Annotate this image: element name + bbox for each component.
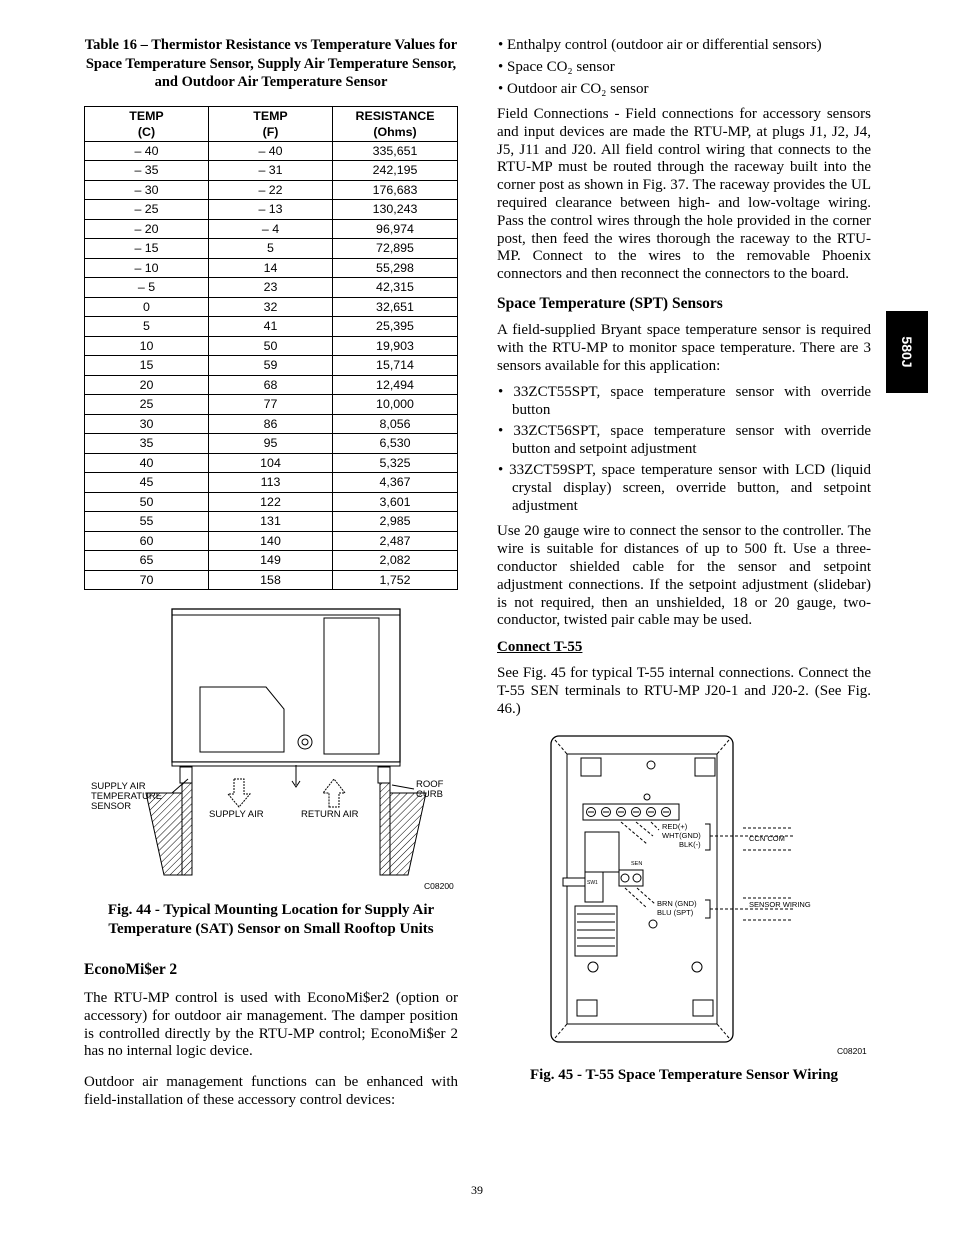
cell-temp-f: 32 [209,297,333,317]
table-row [85,473,458,493]
table-row [85,395,458,415]
label-curb: CURB [416,789,443,800]
table-row [85,531,458,551]
table-row [85,512,458,532]
table-row [85,258,458,278]
cell-temp-f: 140 [209,531,333,551]
cell-temp-c: 15 [85,356,209,376]
table-row [85,434,458,454]
cell-temp-c: 70 [85,570,209,590]
page-number: 39 [471,1183,483,1197]
label-sat-2: TEMPERATURE [91,791,163,802]
cell-temp-f: 77 [209,395,333,415]
cell-temp-f: 14 [209,258,333,278]
fig44-diagram [84,607,458,897]
label-return-air: RETURN AIR [301,809,359,820]
label-blu: BLU (SPT) [657,907,694,917]
cell-resistance: 42,315 [333,278,458,298]
spt-bullet-2: • 33ZCT56SPT, space temperature sensor with override button and setpoint adjustment [498,423,871,458]
cell-temp-c: 65 [85,551,209,571]
cell-temp-c: 10 [85,336,209,356]
cell-resistance: 15,714 [333,356,458,376]
cell-resistance: 12,494 [333,375,458,395]
cell-temp-c: 35 [85,434,209,454]
cell-temp-f: 59 [209,356,333,376]
cell-resistance: 335,651 [333,141,458,161]
cell-temp-c: – 40 [85,141,209,161]
table-row [85,375,458,395]
label-sensor-wiring: SENSOR WIRING [749,899,811,909]
cell-resistance: 3,601 [333,492,458,512]
table-row [85,141,458,161]
cell-temp-f: 23 [209,278,333,298]
right-column [497,36,871,1085]
bullet-space-co2: • Space CO₂ sensor [498,59,615,75]
table-row [85,219,458,239]
cell-temp-c: – 15 [85,239,209,259]
table-row [85,239,458,259]
cell-temp-f: 95 [209,434,333,454]
economizer-para1: The RTU-MP control is used with EconoMi$er2 (option or accessory) for outdoor air management. The damper position is controlled directly by the RTU-MP control; EconoMi$er 2 has no internal logic device. [84,990,458,1060]
cell-temp-f: – 4 [209,219,333,239]
fig45-code: C08201 [837,1045,867,1056]
table-row [85,570,458,590]
cell-temp-c: – 20 [85,219,209,239]
cell-temp-c: – 35 [85,161,209,181]
label-sat-1: SUPPLY AIR [91,781,146,792]
label-brn: BRN (GND) [657,898,697,908]
cell-temp-f: – 40 [209,141,333,161]
cell-temp-f: 104 [209,453,333,473]
left-column [84,36,458,1110]
cell-temp-f: 131 [209,512,333,532]
cell-temp-c: 60 [85,531,209,551]
cell-temp-c: – 25 [85,200,209,220]
cell-resistance: 6,530 [333,434,458,454]
cell-temp-f: 86 [209,414,333,434]
cell-temp-f: 41 [209,317,333,337]
cell-resistance: 32,651 [333,297,458,317]
cell-temp-c: 50 [85,492,209,512]
label-blk: BLK(-) [679,839,701,849]
fig45-caption: Fig. 45 - T-55 Space Temperature Sensor Wiring [529,1066,839,1083]
table-row [85,551,458,571]
cell-resistance: 2,985 [333,512,458,532]
cell-temp-c: 55 [85,512,209,532]
label-red: RED(+) [662,821,688,831]
cell-resistance: 1,752 [333,570,458,590]
cell-temp-f: 158 [209,570,333,590]
economizer-para2: Outdoor air management functions can be enhanced with field-installation of these accessory control devices: [84,1074,458,1108]
label-ccn-com: CCN COM [749,833,785,843]
table-row [85,453,458,473]
cell-resistance: 55,298 [333,258,458,278]
cell-resistance: 5,325 [333,453,458,473]
cell-resistance: 96,974 [333,219,458,239]
cell-temp-c: 20 [85,375,209,395]
bullet-outdoor-co2: • Outdoor air CO₂ sensor [498,81,649,97]
cell-resistance: 19,903 [333,336,458,356]
cell-temp-c: 0 [85,297,209,317]
label-sat-3: SENSOR [91,801,132,812]
cell-temp-c: – 5 [85,278,209,298]
cell-resistance: 176,683 [333,180,458,200]
cell-resistance: 242,195 [333,161,458,181]
table-row [85,200,458,220]
side-tab-580j: 580J [886,311,928,393]
table-row [85,278,458,298]
table-row [85,297,458,317]
cell-resistance: 2,082 [333,551,458,571]
table-row [85,161,458,181]
label-sen: SEN [631,860,643,867]
cell-resistance: 4,367 [333,473,458,493]
cell-resistance: 8,056 [333,414,458,434]
bullet-enthalpy: • Enthalpy control (outdoor air or differential sensors) [498,37,822,53]
thermistor-table [84,106,458,591]
spt-heading: Space Temperature (SPT) Sensors [497,294,723,312]
fig44-caption: Fig. 44 - Typical Mounting Location for Supply Air Temperature (SAT) Sensor on Small Rooftop Units [107,902,435,937]
spt-bullet-1: • 33ZCT55SPT, space temperature sensor with override button [498,384,871,419]
economizer-heading: EconoMi$er 2 [84,961,178,978]
header-temp-f: TEMP (F) [209,106,333,141]
table-row [85,180,458,200]
cell-temp-c: – 10 [85,258,209,278]
label-sw1: SW1 [587,879,598,886]
spt-bullet-3: • 33ZCT59SPT, space temperature sensor with LCD (liquid crystal display) screen, override button, and setpoint adjustment [498,462,871,515]
cell-temp-f: – 22 [209,180,333,200]
cell-resistance: 72,895 [333,239,458,259]
cell-resistance: 25,395 [333,317,458,337]
connect-t55-heading: Connect T-55 [497,639,583,656]
cell-temp-c: 5 [85,317,209,337]
cell-temp-f: 5 [209,239,333,259]
header-temp-c: TEMP (C) [85,106,209,141]
cell-temp-c: 25 [85,395,209,415]
table-row [85,336,458,356]
cell-temp-f: 68 [209,375,333,395]
table-header-row [85,106,458,141]
header-resistance: RESISTANCE (Ohms) [333,106,458,141]
table-row [85,492,458,512]
cell-temp-c: 45 [85,473,209,493]
table-row [85,356,458,376]
cell-temp-f: 122 [209,492,333,512]
field-connections-para: Field Connections - Field connections for accessory sensors and input devices are made the RTU-MP, at plugs J1, J2, J4, J5, J11 and J20. All field control wiring that connects to the RTU-MP must be routed through the raceway built into the corner post as shown in Fig. 37. The raceway provides the UL required clearance between high- and low-voltage wiring. Pass the control wires through the hole provided in the corner post, then feed the wires thorough the raceway to the RTU-MP. Connect to the wires to the removable Phoenix connectors and then reconnect the connectors to the board. [497,106,871,283]
wire-para: Use 20 gauge wire to connect the sensor to the controller. The wire is suitable for distances of up to 500 ft. Use a three-conductor shielded cable for the sensor and setpoint adjustment connections. If the setpoint adjustment (slidebar) is not required, then an unshielded, 18 or 20 gauge, two-conductor, twisted pair cable may be used. [497,523,871,629]
cell-resistance: 2,487 [333,531,458,551]
spt-para: A field-supplied Bryant space temperature sensor is required with the RTU-MP to monitor space temperature. There are 3 sensors available for this application: [497,321,871,374]
fig44-code: C08200 [424,881,454,891]
cell-temp-f: 113 [209,473,333,493]
cell-resistance: 10,000 [333,395,458,415]
cell-temp-f: 50 [209,336,333,356]
cell-temp-f: 149 [209,551,333,571]
cell-temp-f: – 13 [209,200,333,220]
cell-temp-c: 30 [85,414,209,434]
table-row [85,414,458,434]
cell-temp-f: – 31 [209,161,333,181]
label-supply-air: SUPPLY AIR [209,809,264,820]
cell-resistance: 130,243 [333,200,458,220]
label-wht: WHT(GND) [662,830,701,840]
table-row [85,317,458,337]
table-title: Table 16 – Thermistor Resistance vs Temperature Values for Space Temperature Sensor, Supply Air Temperature Sensor, and Outdoor Air Temperature Sensor [84,37,458,90]
label-roof: ROOF [416,779,444,790]
fig45-diagram [497,732,871,1062]
cell-temp-c: – 30 [85,180,209,200]
connect-t55-para: See Fig. 45 for typical T-55 internal connections. Connect the T-55 SEN terminals to RTU-MP J20-1 and J20-2. (See Fig. 46.) [497,665,871,717]
cell-temp-c: 40 [85,453,209,473]
